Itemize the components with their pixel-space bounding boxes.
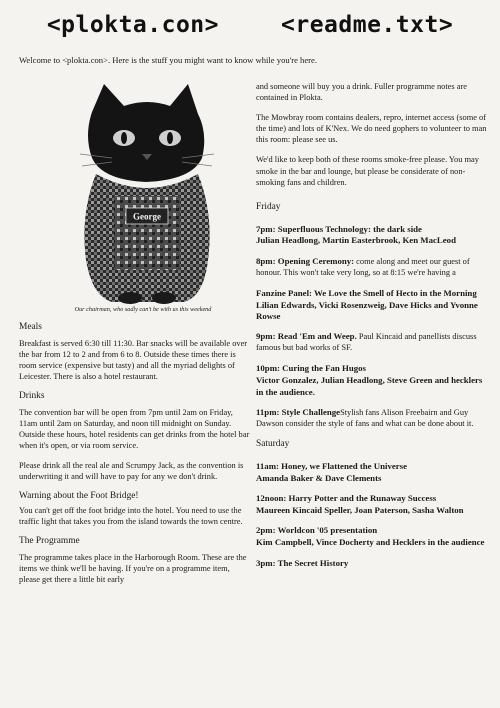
- programme-item-people: Kim Campbell, Vince Docherty and Hecklers in the audience: [256, 537, 485, 548]
- programme-item-title: 7pm: Superfluous Technology: the dark side: [256, 223, 422, 234]
- programme-item-title: 11pm: Style Challenge: [256, 407, 341, 418]
- programme-heading: The Programme: [19, 536, 80, 547]
- page-header: [0, 12, 500, 38]
- cat-head: [88, 84, 204, 182]
- foot-bridge-text: You can't get off the foot bridge into the hotel. You need to use the traffic light that takes you from the island towards the town centre.: [19, 506, 243, 527]
- programme-item: [256, 331, 488, 354]
- friday-schedule: [256, 224, 488, 430]
- foot-bridge-heading: Warning about the Foot Bridge!: [19, 491, 139, 502]
- programme-item-people: Julian Headlong, Martin Easterbrook, Ken MacLeod: [256, 235, 456, 246]
- programme-item: [256, 363, 488, 398]
- programme-text: The programme takes place in the Harborough Room. These are the items we think we'll be having. If you're on a programme item, please get there a little bit early: [19, 553, 247, 585]
- programme-item-people: Amanda Baker & Dave Clements: [256, 472, 382, 483]
- programme-item: [256, 525, 488, 548]
- intro-text: Welcome to <plokta.con>. Here is the stuff you might want to know while you're here.: [19, 55, 317, 65]
- programme-item: [256, 558, 488, 570]
- saturday-heading: Saturday: [256, 438, 290, 449]
- chairman-cat-photo: [52, 84, 242, 306]
- left-column: [19, 322, 251, 594]
- programme-item-title: 3pm: The Secret History: [256, 557, 349, 568]
- programme-item-title: 2pm: Worldcon '05 presentation: [256, 525, 378, 536]
- saturday-schedule: [256, 461, 488, 570]
- right-column: [256, 81, 488, 579]
- programme-item: [256, 461, 488, 484]
- drinks-text-2: Please drink all the real ale and Scrumpy Jack, as the convention is underwriting it and will have to pay for any we don't drink.: [19, 461, 244, 482]
- drinks-text-1: The convention bar will be open from 7pm until 2am on Friday, 11am until 2am on Saturday, and noon till midnight on Sunday. Outside these hours, hotel residents can get drinks from the hotel bar when it's open, or via room service.: [19, 407, 250, 451]
- meals-text: Breakfast is served 6:30 till 11:30. Bar snacks will be available over the bar from 12 to 2 and from 6 to 8. Outside these times there is room service (expensive but tasty) and all the myriad delights of Leicester. There is also a hotel restaurant.: [19, 338, 248, 382]
- programme-item-title: 8pm: Opening Ceremony:: [256, 255, 355, 266]
- friday-heading: Friday: [256, 201, 281, 212]
- programme-item-title: 11am: Honey, we Flattened the Universe: [256, 460, 407, 471]
- smoking-text: We'd like to keep both of these rooms smoke-free please. You may smoke in the bar and lounge, but please be considerate of non-smoking fans and children.: [256, 155, 479, 187]
- header-title-right: <readme.txt>: [281, 12, 454, 38]
- drinks-heading: Drinks: [19, 391, 45, 402]
- meals-heading: Meals: [19, 322, 42, 332]
- photo-caption: Our chairman, who sadly can't be with us this weekend: [74, 306, 212, 313]
- header-title-left: <plokta.con>: [46, 12, 219, 38]
- programme-item-people: Victor Gonzalez, Julian Headlong, Steve Green and hecklers in the audience.: [256, 375, 483, 397]
- programme-item-title: 12noon: Harry Potter and the Runaway Success: [256, 493, 437, 503]
- programme-item: [256, 493, 488, 516]
- mowbray-room-text: The Mowbray room contains dealers, repro, internet access (some of the time) and lots of K'Nex. We do need gophers to volunteer to man this room: please see us.: [256, 113, 487, 145]
- programme-item-title: 10pm: Curing the Fan Hugos: [256, 363, 366, 374]
- programme-item-title: Fanzine Panel: We Love the Smell of Hecto in the Morning: [256, 287, 477, 298]
- programme-text-continued: and someone will buy you a drink. Fuller programme notes are contained in Plokta.: [256, 82, 467, 103]
- programme-item: [256, 224, 488, 247]
- programme-item-people: Maureen Kincaid Speller, Joan Paterson, Sasha Walton: [256, 504, 464, 515]
- programme-item: [256, 407, 488, 430]
- programme-item-title: 9pm: Read 'Em and Weep.: [256, 331, 357, 342]
- programme-item: [256, 256, 488, 279]
- programme-item-description: come along and meet our guest of honour. This won't take very long, so at 8:15 we're having a: [256, 256, 470, 277]
- programme-item-description: Stylish fans Alison Freebairn and Guy Dawson consider the style of fans and what can be done about it.: [256, 408, 474, 428]
- programme-item-people: Lilian Edwards, Vicki Rosenzweig, Dave Hicks and Yvonne Rowse: [256, 299, 478, 322]
- badge-label: George: [133, 211, 161, 222]
- programme-item: [256, 288, 488, 323]
- programme-item-description: Paul Kincaid and panellists discuss famous but bad works of SF.: [256, 332, 477, 353]
